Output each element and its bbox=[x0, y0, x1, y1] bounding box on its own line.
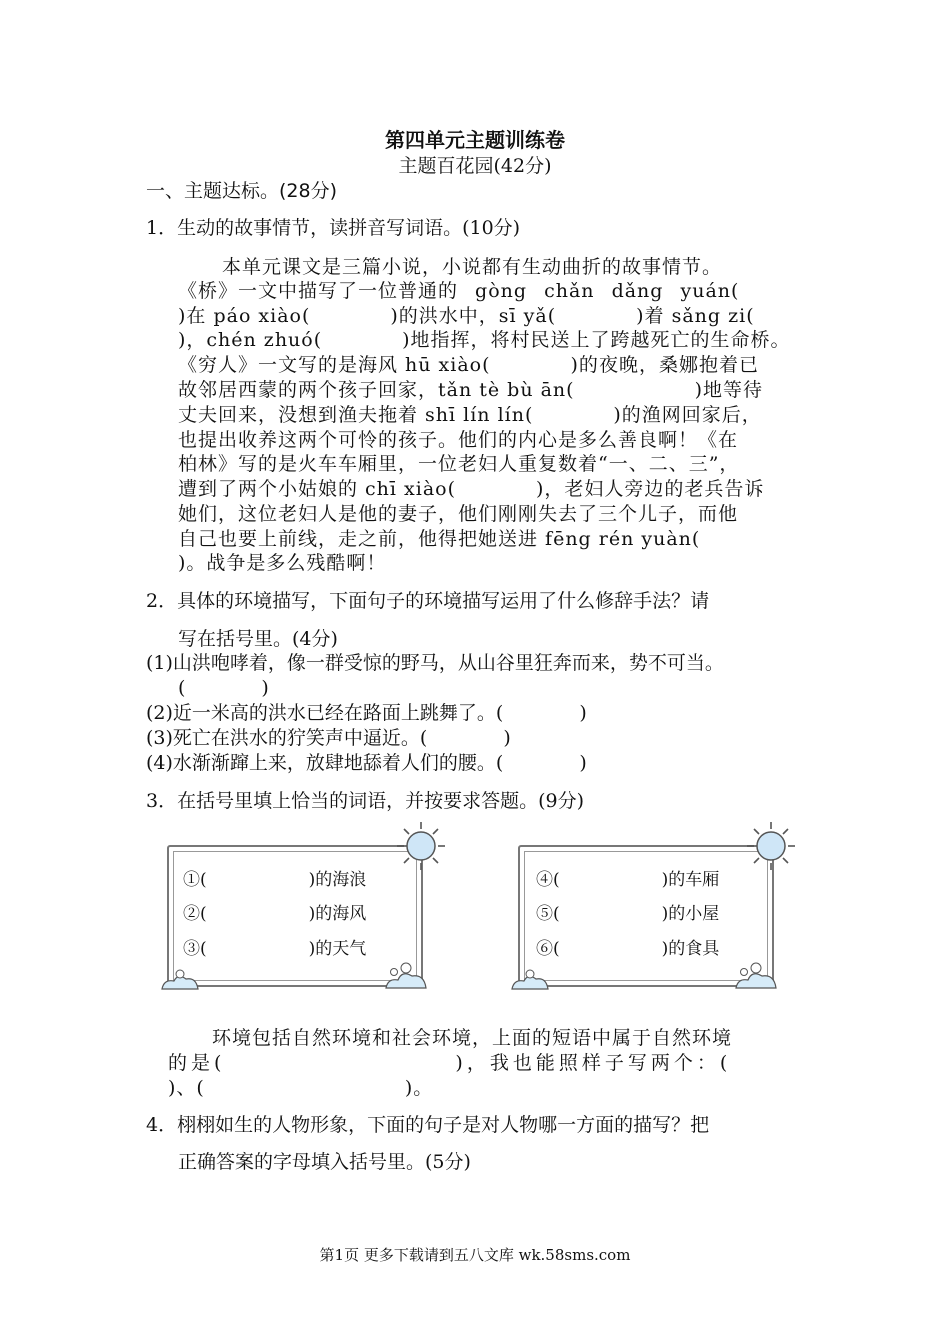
page-footer: 第1页 更多下载请到五八文库 wk.58sms.com bbox=[319, 1246, 631, 1264]
q2-answer-blank: ( ) bbox=[178, 677, 269, 699]
q1-line: 《穷人》一文写的是海风 hū xiào( )的夜晚，桑娜抱着已 bbox=[178, 354, 759, 376]
q1-line: 本单元课文是三篇小说，小说都有生动曲折的故事情节。 bbox=[222, 256, 723, 278]
page-title: 第四单元主题训练卷 bbox=[385, 128, 565, 152]
phrase-item: ④( )的车厢 bbox=[536, 870, 720, 890]
q1-line: 《桥》一文中描写了一位普通的 gòng chǎn dǎng yuán( bbox=[178, 280, 740, 302]
cloud-flower-icon bbox=[160, 965, 202, 993]
cloud-flower-icon bbox=[510, 965, 552, 993]
q1-line: 遭到了两个小姑娘的 chī xiào( )，老妇人旁边的老兵告诉 bbox=[178, 478, 765, 500]
question-4-prompt: 4．栩栩如生的人物形象，下面的句子是对人物哪一方面的描写？把 bbox=[146, 1114, 710, 1136]
cloud-flower-icon bbox=[384, 958, 428, 992]
q1-line: 柏林》写的是火车车厢里，一位老妇人重复数着“一、二、三”， bbox=[178, 453, 740, 475]
cloud-flower-icon bbox=[734, 958, 778, 992]
q1-line: 也提出收养这两个可怜的孩子。他们的内心是多么善良啊！《在 bbox=[178, 429, 739, 451]
q2-item: (3)死亡在洪水的狞笑声中逼近。( ) bbox=[146, 727, 511, 749]
q1-line: )。战争是多么残酷啊！ bbox=[178, 552, 387, 574]
sun-icon bbox=[396, 821, 446, 871]
sun-icon bbox=[746, 821, 796, 871]
q1-line: 故邻居西蒙的两个孩子回家，tǎn tè bù ān( )地等待 bbox=[178, 379, 763, 401]
phrase-item: ②( )的海风 bbox=[183, 904, 367, 924]
question-2-prompt-cont: 写在括号里。(4分) bbox=[178, 628, 338, 650]
q3-after-line: 环境包括自然环境和社会环境，上面的短语中属于自然环境 bbox=[212, 1027, 733, 1049]
page-subtitle: 主题百花园(42分) bbox=[398, 155, 552, 177]
phrase-item: ⑤( )的小屋 bbox=[536, 904, 720, 924]
question-4-prompt-cont: 正确答案的字母填入括号里。(5分) bbox=[178, 1151, 471, 1173]
section-heading: 一、主题达标。(28分) bbox=[146, 180, 338, 202]
q1-line: )在 páo xiào( )的洪水中，sī yǎ( )着 sǎng zi( bbox=[178, 305, 755, 327]
phrase-item: ⑥( )的食具 bbox=[536, 939, 720, 959]
q1-line: 自己也要上前线，走之前，他得把她送进 fēng rén yuàn( bbox=[178, 528, 701, 550]
q2-item: (1)山洪咆哮着，像一群受惊的野马，从山谷里狂奔而来，势不可当。 bbox=[146, 652, 724, 674]
phrase-item: ③( )的天气 bbox=[183, 939, 367, 959]
q2-item: (2)近一米高的洪水已经在路面上跳舞了。( ) bbox=[146, 702, 587, 724]
question-1-prompt: 1．生动的故事情节，读拼音写词语。(10分) bbox=[146, 217, 521, 239]
q3-after-line: 的是( )，我也能照样子写两个：( bbox=[168, 1052, 732, 1074]
q3-after-line: )、( )。 bbox=[168, 1077, 434, 1099]
q2-item: (4)水渐渐蹿上来，放肆地舔着人们的腰。( ) bbox=[146, 752, 587, 774]
q1-line: 她们，这位老妇人是他的妻子，他们刚刚失去了三个儿子，而他 bbox=[178, 503, 739, 525]
phrase-item: ①( )的海浪 bbox=[183, 870, 367, 890]
question-2-prompt: 2．具体的环境描写，下面句子的环境描写运用了什么修辞手法？请 bbox=[146, 590, 710, 612]
q1-line: )，chén zhuó( )地指挥，将村民送上了跨越死亡的生命桥。 bbox=[178, 329, 791, 351]
question-3-prompt: 3．在括号里填上恰当的词语，并按要求答题。(9分) bbox=[146, 790, 585, 812]
q1-line: 丈夫回来，没想到渔夫拖着 shī lín lín( )的渔网回家后， bbox=[178, 404, 762, 426]
